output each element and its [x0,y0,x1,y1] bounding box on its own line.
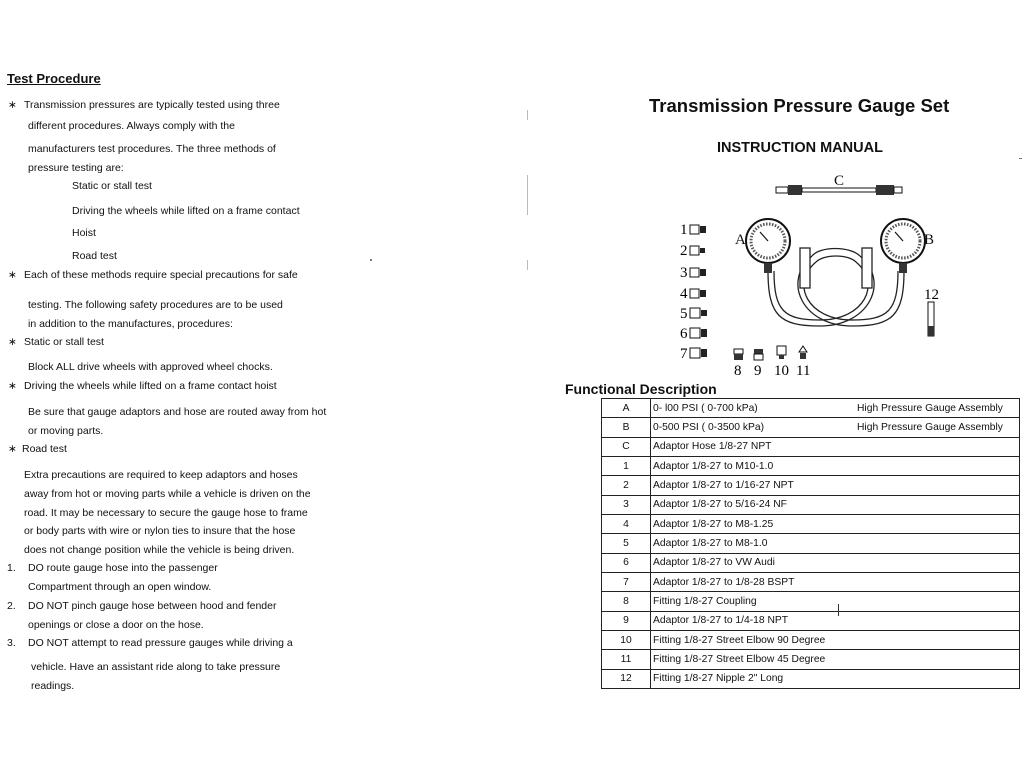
gauge-a [746,219,790,273]
label-c: C [834,173,845,189]
procedure-line: DO NOT pinch gauge hose between hood and fender [28,600,277,612]
scan-mark [1019,158,1022,159]
item-code: 12 [602,669,651,688]
item-description: Adaptor 1/8-27 to 1/4-18 NPT [651,611,856,630]
scan-mark [527,110,528,120]
item-description: Adaptor 1/8-27 to M8-1.0 [651,534,856,553]
procedure-line: pressure testing are: [28,162,124,174]
procedure-line: DO route gauge hose into the passenger [28,562,218,574]
item-description: 0-500 PSI ( 0-3500 kPa) [651,418,856,437]
label-a: A [735,232,746,248]
procedure-line: different procedures. Always comply with the [28,120,235,132]
item-assembly: High Pressure Gauge Assembly [855,399,1020,418]
item-assembly [855,650,1020,669]
adaptor-4-label: 4 [680,286,688,302]
item-assembly [855,534,1020,553]
item-code: 3 [602,495,651,514]
fitting-10-label: 10 [774,363,789,379]
scan-mark [838,604,839,616]
adaptor-column [680,222,707,362]
bullet-marker: 1. [7,562,16,574]
item-description: Adaptor 1/8-27 to M10-1.0 [651,457,856,476]
procedure-line: testing. The following safety procedures are to be used [28,299,283,311]
procedure-line: Block ALL drive wheels with approved wheel chocks. [28,361,273,373]
item-assembly [855,495,1020,514]
item-description: Adaptor 1/8-27 to 5/16-24 NF [651,495,856,514]
table-row [602,495,1020,514]
item-assembly [855,592,1020,611]
fitting-9-label: 9 [754,363,762,379]
table-row [602,650,1020,669]
table-row [602,592,1020,611]
bullet-marker: ∗ [8,380,17,392]
gauge-hoses [768,248,904,326]
procedure-line: Static or stall test [72,180,152,192]
item-code: C [602,437,651,456]
item-description: Adaptor 1/8-27 to 1/8-28 BSPT [651,573,856,592]
procedure-line: Each of these methods require special precautions for safe [24,269,298,281]
item-assembly [855,476,1020,495]
procedure-line: in addition to the manufactures, procedures: [28,318,233,330]
item-description: Fitting 1/8-27 Street Elbow 45 Degree [651,650,856,669]
procedure-line: does not change position while the vehicle is being driven. [24,544,295,556]
functional-description-table [601,398,1020,689]
procedure-line: Driving the wheels while lifted on a frame contact [72,205,300,217]
adaptor-1-label: 1 [680,222,688,238]
table-row [602,611,1020,630]
item-code: 5 [602,534,651,553]
item-code: B [602,418,651,437]
bullet-marker: ∗ [8,336,17,348]
item-description: Adaptor 1/8-27 to VW Audi [651,553,856,572]
procedure-line: Be sure that gauge adaptors and hose are routed away from hot [28,406,327,418]
item-description: Adaptor 1/8-27 to 1/16-27 NPT [651,476,856,495]
scan-mark [527,175,528,215]
item-code: A [602,399,651,418]
item-description: Fitting 1/8-27 Coupling [651,592,856,611]
fitting-11-label: 11 [796,363,811,379]
item-code: 9 [602,611,651,630]
item-assembly: High Pressure Gauge Assembly [855,418,1020,437]
procedure-line: Transmission pressures are typically tested using three [24,99,280,111]
item-assembly [855,457,1020,476]
item-code: 2 [602,476,651,495]
procedure-line: readings. [31,680,75,692]
page-title: Transmission Pressure Gauge Set [649,95,950,116]
table-row [602,476,1020,495]
procedure-line: Compartment through an open window. [28,581,212,593]
item-code: 7 [602,573,651,592]
item-assembly [855,437,1020,456]
gauge-b [881,219,925,273]
adaptor-5-label: 5 [680,306,688,322]
procedure-line: Driving the wheels while lifted on a frame contact hoist [24,380,277,392]
table-row [602,457,1020,476]
table-row [602,437,1020,456]
table-row [602,573,1020,592]
scan-mark [370,259,372,261]
table-row [602,669,1020,688]
bullet-marker: ∗ [8,99,17,111]
bullet-marker: 2. [7,600,16,612]
procedure-line: Road test [72,250,117,262]
procedure-line: or body parts with wire or nylon ties to insure that the hose [24,525,296,537]
table-row [602,534,1020,553]
item-description: Fitting 1/8-27 Nipple 2" Long [651,669,856,688]
gauge-set-diagram [660,166,1020,382]
item-assembly [855,573,1020,592]
item-description: Adaptor Hose 1/8-27 NPT [651,437,856,456]
bullet-marker: ∗ [8,443,17,455]
item-code: 11 [602,650,651,669]
procedure-line: Road test [22,443,67,455]
adaptor-6-label: 6 [680,326,688,342]
table-row [602,399,1020,418]
procedure-line: or moving parts. [28,425,104,437]
procedure-line: DO NOT attempt to read pressure gauges while driving a [28,637,293,649]
procedure-line: road. It may be necessary to secure the gauge hose to frame [24,507,308,519]
item-assembly [855,669,1020,688]
adaptor-7-label: 7 [680,346,688,362]
scan-mark [527,260,528,270]
item-code: 4 [602,515,651,534]
item-assembly [855,553,1020,572]
item-description: Fitting 1/8-27 Street Elbow 90 Degree [651,631,856,650]
fitting-8-label: 8 [734,363,742,379]
item-assembly [855,515,1020,534]
table-row [602,553,1020,572]
functional-description-title: Functional Description [565,381,717,397]
bullet-marker: 3. [7,637,16,649]
procedure-line: Hoist [72,227,96,239]
section-heading: Test Procedure [7,71,101,86]
table-row [602,631,1020,650]
table-row [602,418,1020,437]
nipple-12-label: 12 [924,287,939,303]
item-code: 6 [602,553,651,572]
table-row [602,515,1020,534]
item-code: 8 [602,592,651,611]
item-code: 1 [602,457,651,476]
label-b: B [924,232,935,248]
adaptor-2-label: 2 [680,243,688,259]
item-description: 0- l00 PSI ( 0-700 kPa) [651,399,856,418]
procedure-line: away from hot or moving parts while a vehicle is driven on the [24,488,311,500]
procedure-line: vehicle. Have an assistant ride along to take pressure [31,661,281,673]
adaptor-3-label: 3 [680,265,688,281]
fittings-row [734,346,810,379]
item-assembly [855,631,1020,650]
procedure-line: manufacturers test procedures. The three methods of [28,143,276,155]
manual-subtitle: INSTRUCTION MANUAL [717,140,883,156]
nipple-12 [928,302,934,336]
item-assembly [855,611,1020,630]
procedure-line: Static or stall test [24,336,104,348]
item-description: Adaptor 1/8-27 to M8-1.25 [651,515,856,534]
bullet-marker: ∗ [8,269,17,281]
item-code: 10 [602,631,651,650]
procedure-line: Extra precautions are required to keep adaptors and hoses [24,469,298,481]
procedure-line: openings or close a door on the hose. [28,619,204,631]
